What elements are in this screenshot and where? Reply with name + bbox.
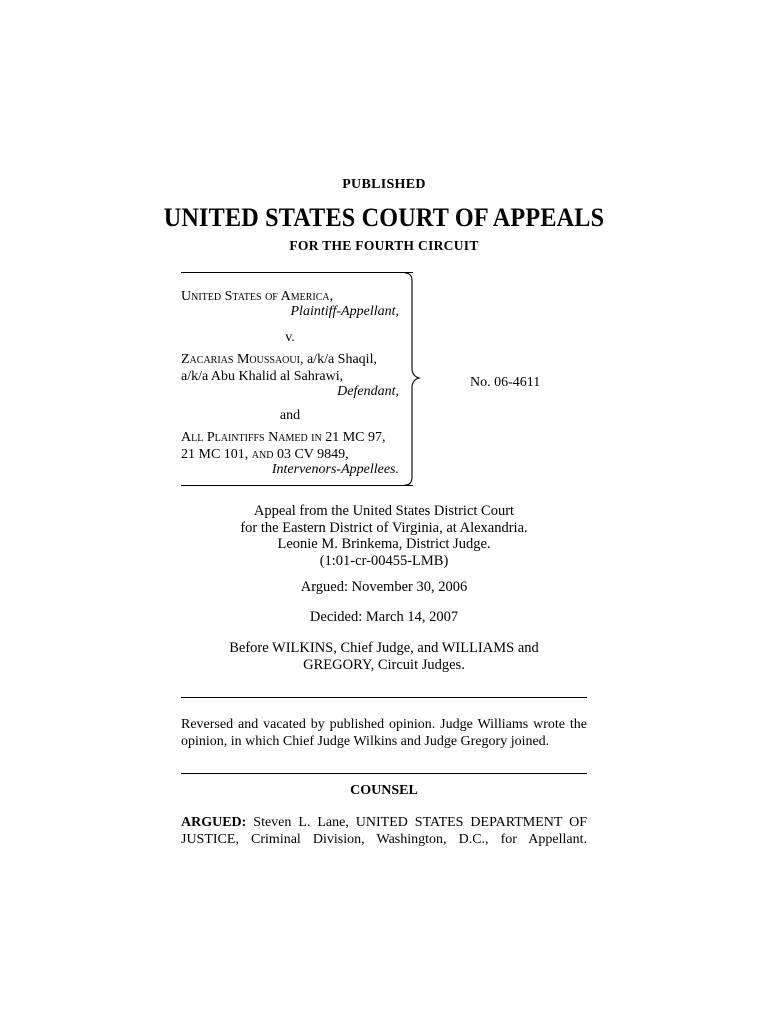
and-label: and: [279, 408, 301, 423]
argued-date: Argued: November 30, 2006: [300, 579, 468, 595]
panel-judges: [0, 640, 768, 673]
case-caption: [181, 272, 413, 486]
party2-alias2: a/k/a Abu Khalid al Sahrawi,: [181, 369, 344, 384]
party-moussaoui: [181, 351, 377, 368]
disposition-line1: Reversed and vacated by published opinion. Judge Williams wrote the: [181, 717, 587, 732]
party3-and: and: [251, 447, 274, 462]
appeal-info: [0, 503, 768, 569]
panel-line2: GREGORY, Circuit Judges.: [303, 656, 465, 673]
party1-role: Plaintiff-Appellant,: [290, 304, 399, 319]
party3-case3: 03 CV 9849,: [273, 447, 349, 462]
appeal-line1: Appeal from the United States District Court: [253, 503, 515, 519]
panel-line1: Before WILKINS, Chief Judge, and WILLIAMS and: [229, 640, 539, 656]
party-united-states: [181, 288, 333, 305]
party-plaintiffs: [181, 429, 386, 446]
party3-case1: 21 MC 97,: [321, 430, 386, 445]
counsel-line1-text: Steven L. Lane, UNITED STATES DEPARTMENT OF: [246, 815, 587, 830]
party1-name: United States of America,: [181, 289, 334, 304]
counsel-argued: [181, 814, 587, 848]
case-number: No. 06-4611: [470, 375, 541, 390]
caption-brace-icon: [395, 272, 425, 486]
party3-cases: [181, 446, 349, 463]
circuit-subtitle: FOR THE FOURTH CIRCUIT: [289, 238, 479, 253]
counsel-line2: JUSTICE, Criminal Division, Washington, D.C., for Appellant.: [181, 832, 587, 847]
party3-case2: 21 MC 101,: [181, 447, 252, 462]
party3-role: Intervenors-Appellees.: [271, 462, 399, 477]
disposition: [181, 716, 587, 750]
counsel-heading: COUNSEL: [350, 783, 418, 798]
party2-name: Zacarias Moussaoui,: [181, 352, 304, 367]
decided-date: Decided: March 14, 2007: [309, 609, 459, 625]
divider-top: [181, 697, 587, 698]
versus-label: v.: [285, 330, 295, 345]
argued-label: ARGUED:: [181, 815, 247, 830]
counsel-line1: [181, 814, 587, 831]
published-label: PUBLISHED: [342, 177, 426, 192]
party2-alias1: a/k/a Shaqil,: [303, 352, 377, 367]
divider-bottom: [181, 773, 587, 774]
party3-name: All Plaintiffs Named in: [181, 430, 322, 445]
disposition-line2: opinion, in which Chief Judge Wilkins and Judge Gregory joined.: [181, 734, 550, 749]
appeal-docket: (1:01-cr-00455-LMB): [319, 552, 449, 569]
appeal-line3: Leonie M. Brinkema, District Judge.: [277, 536, 491, 552]
appeal-line2: for the Eastern District of Virginia, at Alexandria.: [240, 519, 528, 536]
party2-role: Defendant,: [337, 384, 399, 399]
court-title: UNITED STATES COURT OF APPEALS: [163, 203, 605, 232]
